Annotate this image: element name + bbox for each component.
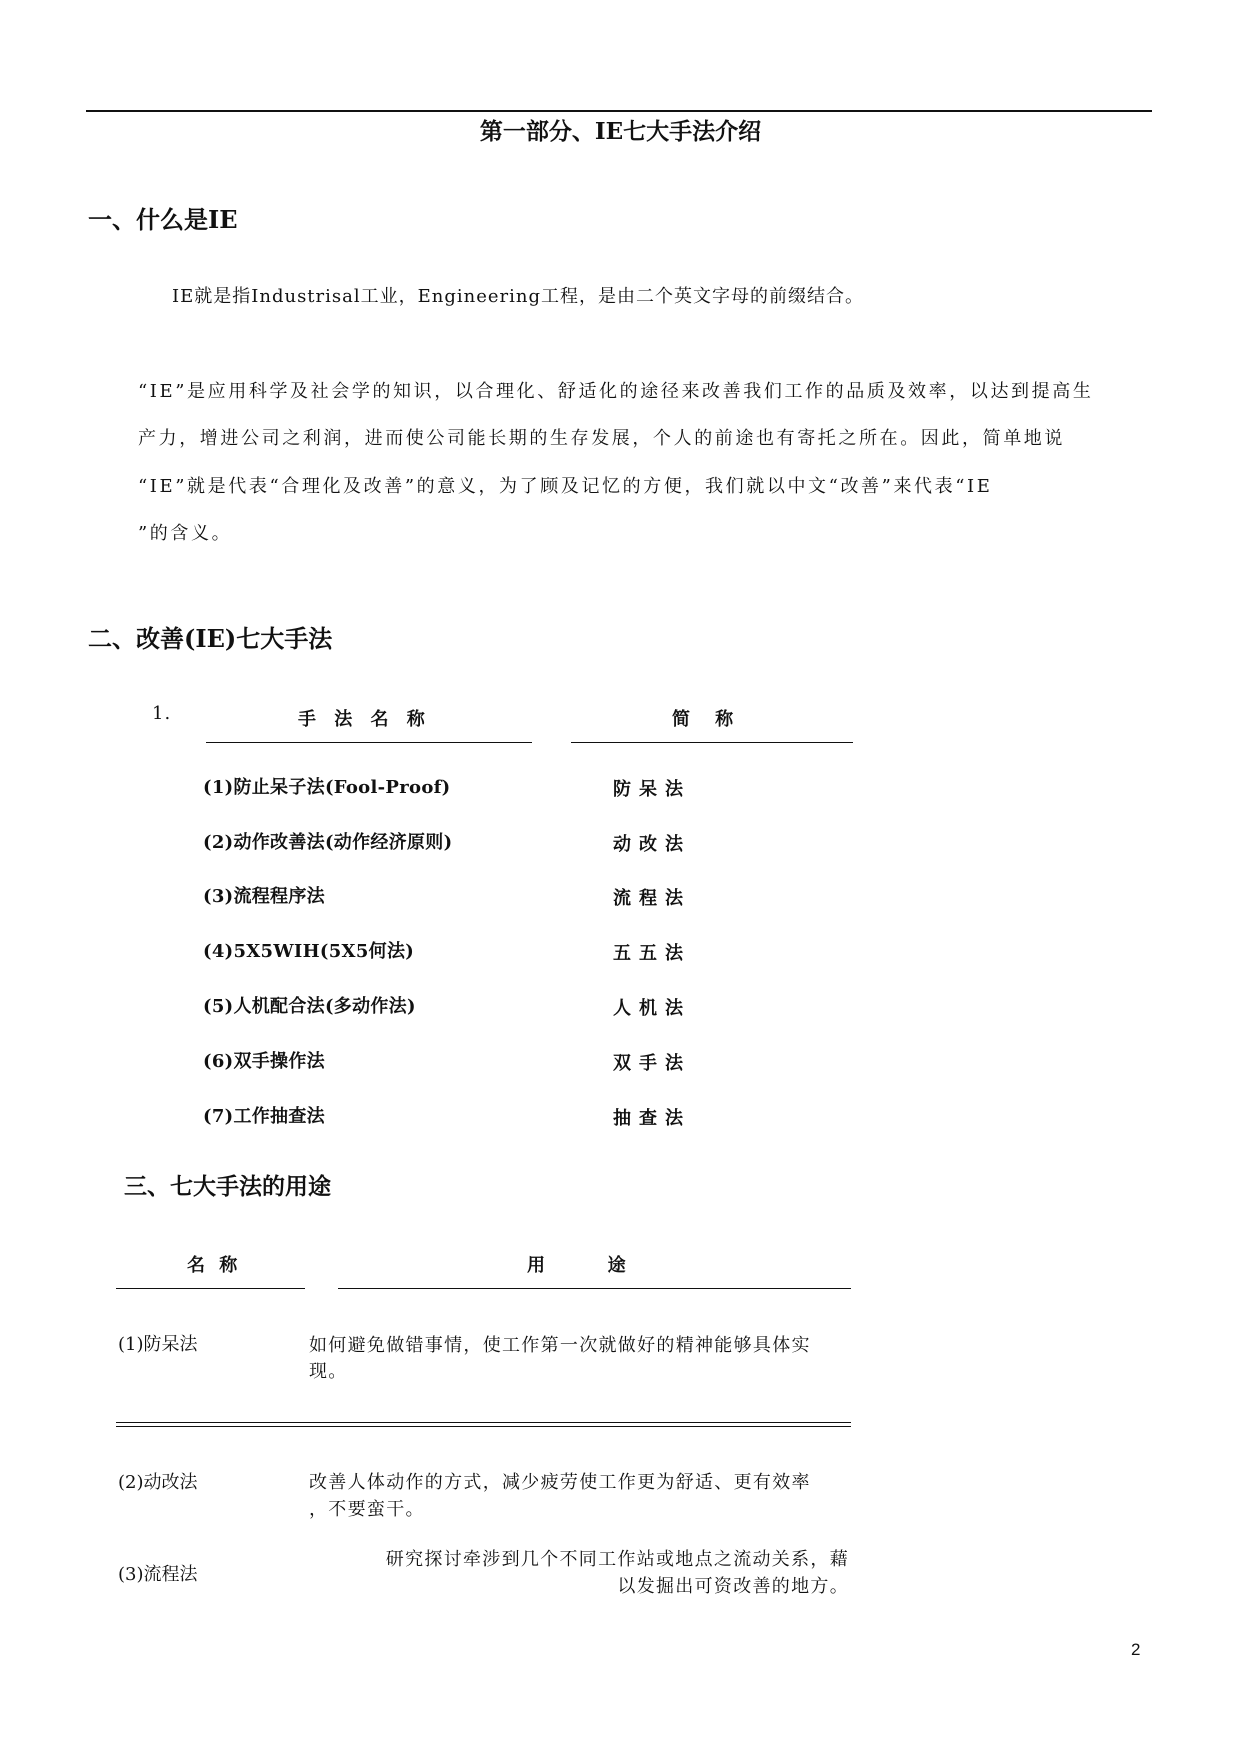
page-title: 第一部分、IE七大手法介绍 (479, 118, 762, 145)
double-rule-top (116, 1422, 851, 1423)
paragraph-line-3: “IE”就是代表“合理化及改善”的意义，为了顾及记忆的方便，我们就以中文“改善”来代表“IE (138, 476, 993, 497)
ie-definition-line: IE就是指Industrisal工业，Engineering工程，是由二个英文字母的前缀结合。 (172, 286, 865, 307)
section-heading-what-is-ie: 一、什么是IE (88, 205, 238, 234)
list-item: (1)防止呆子法(Fool-Proof) (203, 777, 451, 798)
section-heading-seven-methods: 二、改善(IE)七大手法 (88, 624, 333, 653)
list-item: (7)工作抽查法 (203, 1106, 325, 1127)
table-row-name: (2)动改法 (118, 1472, 198, 1493)
list-item: 流程法 (613, 888, 691, 909)
list-item: 人机法 (613, 998, 691, 1019)
use-column-underline (338, 1288, 851, 1289)
table-row-use: ，不要蛮干。 (309, 1499, 425, 1520)
table-row-use: 现。 (309, 1361, 348, 1382)
column-header-use: 用 途 (527, 1255, 626, 1276)
list-item: (2)动作改善法(动作经济原则) (203, 832, 453, 853)
list-number: 1. (152, 703, 172, 724)
paragraph-line-1: “IE”是应用科学及社会学的知识，以合理化、舒适化的途径来改善我们工作的品质及效率，以达到提高生 (138, 381, 1094, 402)
column-header-name: 名 称 (187, 1255, 242, 1276)
list-item: 动改法 (613, 834, 691, 855)
table-row-use: 研究探讨牵涉到几个不同工作站或地点之流动关系，藉 (385, 1549, 849, 1570)
double-rule-bottom (116, 1426, 851, 1427)
page-number: 2 (1131, 1640, 1141, 1659)
column-header-abbreviation: 简 称 (672, 709, 734, 730)
table-row-name: (1)防呆法 (118, 1334, 198, 1355)
section-heading-method-uses: 三、七大手法的用途 (124, 1173, 331, 1200)
list-item: 五五法 (613, 943, 691, 964)
list-item: (5)人机配合法(多动作法) (203, 996, 416, 1017)
list-item: (6)双手操作法 (203, 1051, 325, 1072)
table-row-name: (3)流程法 (118, 1564, 198, 1585)
name-column-underline (116, 1288, 305, 1289)
paragraph-line-4: ”的含义。 (138, 523, 233, 544)
table-row-use: 改善人体动作的方式，减少疲劳使工作更为舒适、更有效率 (309, 1472, 811, 1493)
list-item: 抽查法 (613, 1108, 691, 1129)
list-item: (4)5X5WIH(5X5何法) (203, 941, 415, 962)
table-row-use: 如何避免做错事情，使工作第一次就做好的精神能够具体实 (309, 1335, 811, 1356)
paragraph-line-2: 产力，增进公司之利润，进而使公司能长期的生存发展，个人的前途也有寄托之所在。因此，简单地说 (138, 428, 1065, 449)
list-item: 双手法 (613, 1053, 691, 1074)
column-header-method-name: 手 法 名 称 (298, 709, 431, 730)
method-name-underline (206, 742, 532, 743)
list-item: (3)流程程序法 (203, 886, 325, 907)
header-rule (86, 110, 1152, 112)
abbreviation-underline (571, 742, 853, 743)
table-row-use: 以发掘出可资改善的地方。 (617, 1576, 849, 1597)
list-item: 防呆法 (613, 779, 691, 800)
